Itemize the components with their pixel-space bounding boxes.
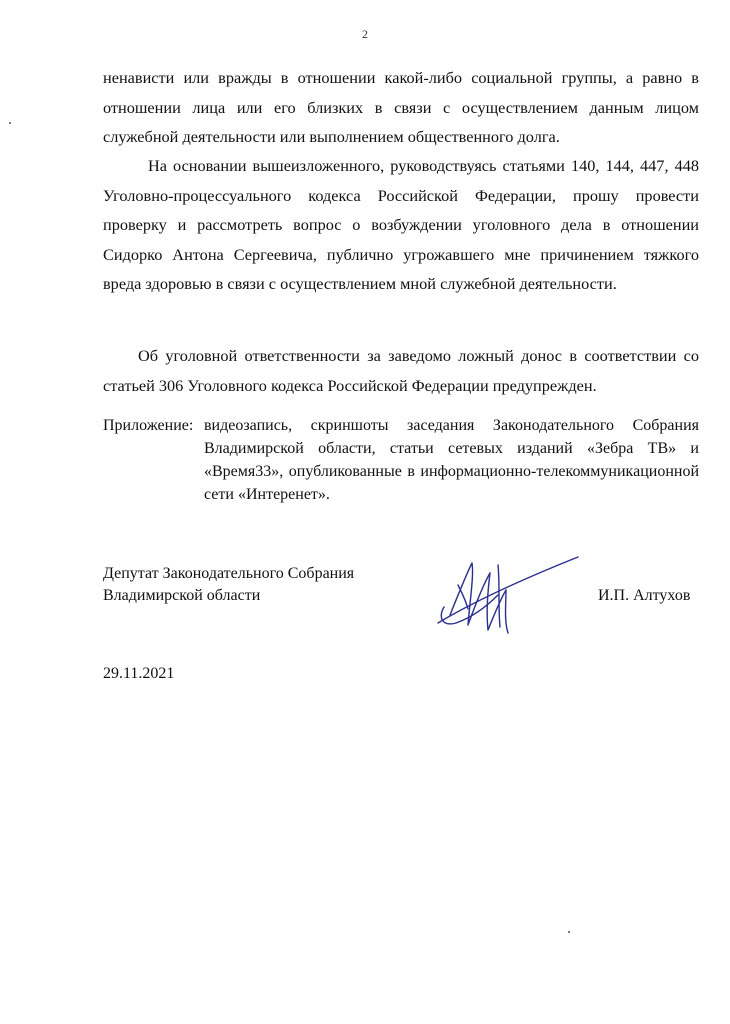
paragraph-continuation: ненависти или вражды в отношении какой-либо социальной группы, а равно в отношении лица или его близких в связи с осуществлением данным лицом служебной деятельности или выполнением общественного долга. [103, 68, 699, 146]
handwritten-signature [428, 545, 588, 645]
appendix-text-content: видеозапись, скриншоты заседания Законодательного Собрания Владимирской области, статьи сетевых изданий «Зебра ТВ» и «Время33», опубликованные в информационно-телекоммуникационной сети «Интеренет». [204, 417, 699, 503]
paragraph-liability-notice: Об уголовной ответственности за заведомо ложный донос в соответствии со статьей 306 Уголовного кодекса Российской Федерации предупрежден. [103, 346, 699, 395]
scan-speck [9, 122, 11, 124]
signatory-name: И.П. Алтухов [598, 587, 691, 604]
scan-speck [568, 931, 570, 933]
signatory-position [103, 563, 354, 607]
paragraph-request: На основании вышеизложенного, руководствуясь статьями 140, 144, 447, 448 Уголовно-процессуального кодекса Российской Федерации, прошу провести проверку и рассмотреть вопрос о возбуждении уголовного дела в отношении Сидорко Антона Сергеевича, публично угрожавшего мне причинением тяжкого вреда здоровью в связи с осуществлением мной служебной деятельности. [103, 156, 699, 293]
appendix-text [204, 414, 699, 506]
document-date: 29.11.2021 [103, 665, 175, 682]
page-number: 2 [362, 27, 368, 41]
signatory-position-line1: Депутат Законодательного Собрания [103, 565, 355, 582]
signatory-position-line2: Владимирской области [103, 587, 261, 604]
appendix-label: Приложение: [103, 417, 194, 434]
